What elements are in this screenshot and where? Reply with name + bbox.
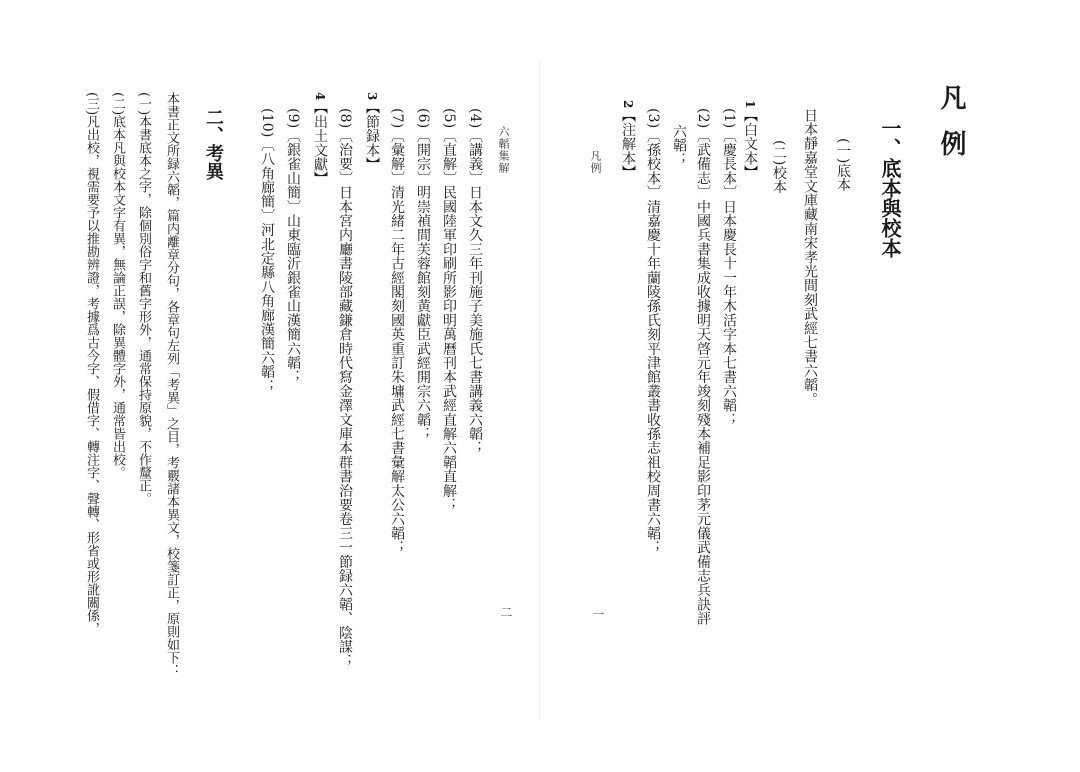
base-text-description: 日本靜嘉堂文庫藏南宋孝光間刻武經七書六韜。 xyxy=(802,108,818,407)
heading-number: 4 xyxy=(313,92,327,101)
list-item: (6)〔開宗〕明崇禎間芙蓉館刻黄獻臣武經開宗六韜； xyxy=(415,108,431,441)
subsection-label-base: (一)底本 xyxy=(835,138,851,192)
list-item: (3)〔孫校本〕清嘉慶十年蘭陵孫氏刻平津館叢書收孫志祖校周書六韜； xyxy=(645,108,661,555)
rule-item: (一)本書底本之字，除個別俗字和舊字形外，通常保持原貌，不作釐正。 xyxy=(136,92,151,506)
heading-label: 【出土文獻】 xyxy=(312,100,328,186)
running-head: 六韜集解 xyxy=(497,126,510,174)
section-title-base-texts: 一、底本與校本 xyxy=(878,118,902,258)
section-title-variants: 二、考異 xyxy=(203,108,224,180)
list-item: (5)〔直解〕民國陸軍印刷所影印明萬曆刊本武經直解六韜直解； xyxy=(441,108,457,512)
heading-label: 【注解本】 xyxy=(620,108,636,180)
page-number: 二 xyxy=(499,606,513,618)
rule-item: (二)底本凡與校本文字有異，無論正誤，除異體字外，通常皆出校。 xyxy=(110,92,125,480)
subsection-label-collation: (二)校本 xyxy=(771,140,787,194)
list-item: (10)〔八角廊簡〕河北定縣八角廊漢簡六韜； xyxy=(259,108,275,394)
right-page xyxy=(540,0,1080,772)
heading-label: 【節録本】 xyxy=(364,100,380,172)
heading-annotated-text xyxy=(620,100,636,179)
heading-excerpt-texts xyxy=(364,92,380,171)
list-item: (7)〔彙解〕清光緒二年古經閣刻國英重訂朱墉武經七書彙解太公六韜； xyxy=(389,108,405,555)
list-item: (1)〔慶長本〕日本慶長十一年木活字本七書六韜； xyxy=(721,108,737,427)
heading-number: 2 xyxy=(621,100,635,109)
heading-label: 【白文本】 xyxy=(742,108,758,180)
list-item: (2)〔武備志〕中國兵書集成收據明天啓元年竣刻殘本補足影印茅元儀武備志兵訣評 xyxy=(695,108,711,626)
paragraph: 本書正文所録六韜，篇内離章分句，各章句左列「考異」之目，考覈諸本異文，校箋訂正，原則如下： xyxy=(164,92,179,677)
rule-item: (三)凡出校，視需要予以推勘辨證，考據爲古今字、假借字、轉注字、聲轉、形省或形訛關係， xyxy=(84,92,99,636)
heading-number: 1 xyxy=(743,100,757,109)
list-item: (4)〔講義〕日本文久三年刊施子美施氏七書講義六韜； xyxy=(467,108,483,456)
list-item-continuation: 六韜； xyxy=(671,124,687,167)
heading-excavated-texts xyxy=(312,92,328,186)
heading-number: 3 xyxy=(365,92,379,101)
running-head: 凡例 xyxy=(589,150,602,174)
list-item: (9)〔銀雀山簡〕山東臨沂銀雀山漢簡六韜； xyxy=(285,108,301,385)
heading-plain-text xyxy=(742,100,758,179)
page-title: 凡例 xyxy=(936,84,966,176)
list-item: (8)〔治要〕日本宮内廳書陵部藏鎌倉時代寫金澤文庫本群書治要卷三一節録六韜、陰謀； xyxy=(337,108,353,669)
page-number: 一 xyxy=(591,608,605,620)
